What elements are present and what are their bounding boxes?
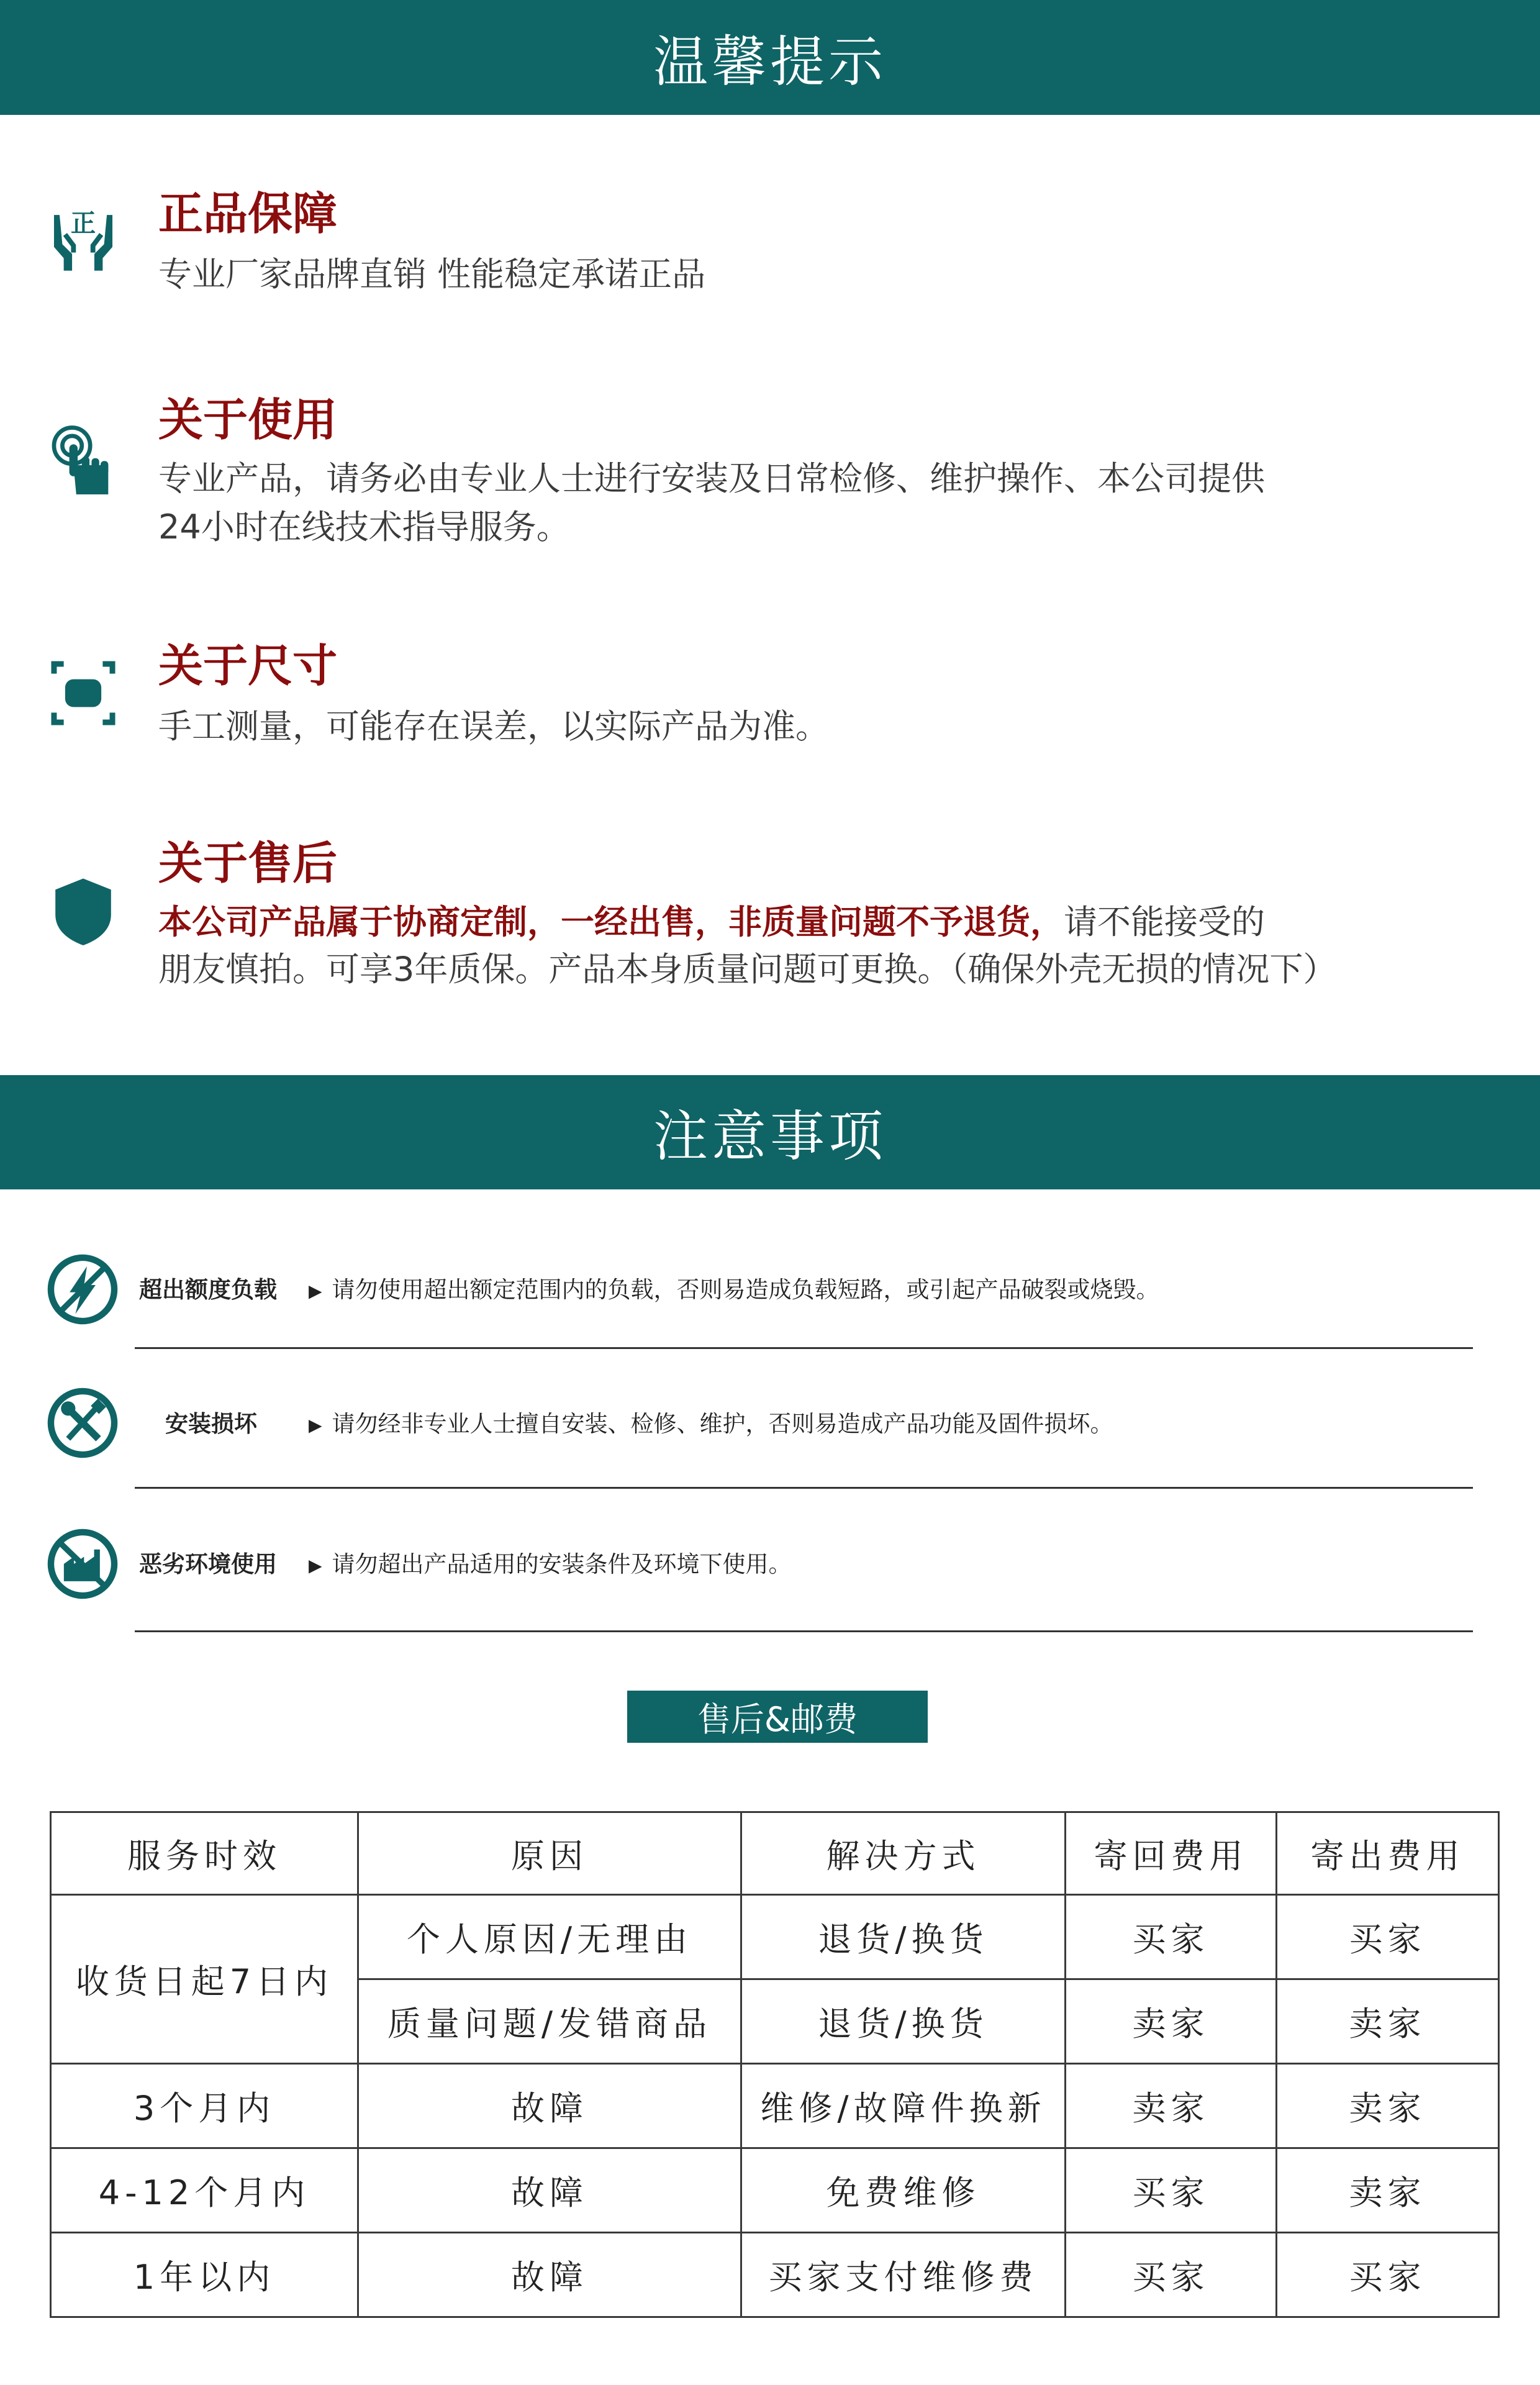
note-label-overload: 超出额度负载 xyxy=(139,1276,277,1303)
note-divider xyxy=(135,1487,1473,1489)
cell-period: 4-12个月内 xyxy=(51,2148,358,2233)
tip-desc-size: 手工测量，可能存在误差，以实际产品为准。 xyxy=(158,707,829,746)
cell-send-fee: 买家 xyxy=(1277,1895,1499,1979)
note-text-install: ▶ 请勿经非专业人士擅自安装、检修、维护，否则易造成产品功能及固件损坏。 xyxy=(309,1411,1113,1437)
no-factory-icon xyxy=(47,1528,119,1600)
cell-solution: 退货/换货 xyxy=(741,1895,1066,1979)
cell-reason: 故障 xyxy=(358,2064,741,2148)
shield-icon xyxy=(48,876,118,945)
tips-banner xyxy=(0,0,1540,115)
cell-reason: 故障 xyxy=(358,2148,741,2233)
note-divider xyxy=(135,1630,1473,1632)
note-text-overload: ▶ 请勿使用超出额定范围内的负载，否则易造成负载短路，或引起产品破裂或烧毁。 xyxy=(309,1276,1159,1303)
cell-reason: 个人原因/无理由 xyxy=(358,1895,741,1979)
table-header-row xyxy=(51,1812,1499,1895)
tip-desc-aftersale-rest: 请不能接受的 xyxy=(1064,902,1265,942)
no-lightning-icon xyxy=(47,1253,119,1325)
genuine-hands-icon xyxy=(48,202,118,272)
note-text-install-content: 请勿经非专业人士擅自安装、检修、维护，否则易造成产品功能及固件损坏。 xyxy=(332,1411,1113,1437)
table-row xyxy=(51,2148,1499,2233)
tip-title-aftersale: 关于售后 xyxy=(158,837,338,889)
table-row xyxy=(51,2064,1499,2148)
tip-desc-aftersale-2: 朋友慎拍。可享3年质保。产品本身质量问题可更换。（确保外壳无损的情况下） xyxy=(158,950,1337,989)
cell-period: 3个月内 xyxy=(51,2064,358,2148)
cell-reason: 故障 xyxy=(358,2233,741,2317)
note-text-overload-content: 请勿使用超出额定范围内的负载，否则易造成负载短路，或引起产品破裂或烧毁。 xyxy=(332,1276,1159,1303)
header-solution: 解决方式 xyxy=(741,1812,1066,1895)
cell-send-fee: 卖家 xyxy=(1277,2148,1499,2233)
cell-send-fee: 卖家 xyxy=(1277,1979,1499,2064)
cell-reason: 质量问题/发错商品 xyxy=(358,1979,741,2064)
svg-text:正: 正 xyxy=(70,209,96,238)
note-divider xyxy=(135,1347,1473,1349)
tip-title-usage: 关于使用 xyxy=(158,394,338,446)
tip-desc-usage-2: 24小时在线技术指导服务。 xyxy=(158,507,570,547)
header-send-fee: 寄出费用 xyxy=(1277,1812,1499,1895)
note-text-environment: ▶ 请勿超出产品适用的安装条件及环境下使用。 xyxy=(309,1551,792,1578)
table-row xyxy=(51,2233,1499,2317)
note-label-install: 安装损坏 xyxy=(165,1411,257,1437)
cell-return-fee: 买家 xyxy=(1066,1895,1277,1979)
cell-period: 1年以内 xyxy=(51,2233,358,2317)
tips-banner-title: 温馨提示 xyxy=(653,29,887,94)
cell-send-fee: 卖家 xyxy=(1277,2064,1499,2148)
cell-solution: 买家支付维修费 xyxy=(741,2233,1066,2317)
cell-solution: 退货/换货 xyxy=(741,1979,1066,2064)
cell-return-fee: 卖家 xyxy=(1066,2064,1277,2148)
tip-desc-aftersale-strong: 本公司产品属于协商定制，一经出售，非质量问题不予退货， xyxy=(158,902,1064,942)
table-row xyxy=(51,1895,1499,1979)
cell-period: 收货日起7日内 xyxy=(51,1895,358,2064)
header-reason: 原因 xyxy=(358,1812,741,1895)
note-text-environment-content: 请勿超出产品适用的安装条件及环境下使用。 xyxy=(332,1551,792,1578)
service-fee-table xyxy=(50,1811,1500,2318)
header-period: 服务时效 xyxy=(51,1812,358,1895)
cell-solution: 维修/故障件换新 xyxy=(741,2064,1066,2148)
tip-title-size: 关于尺寸 xyxy=(158,640,338,692)
cell-return-fee: 买家 xyxy=(1066,2233,1277,2317)
no-tools-icon xyxy=(47,1387,119,1459)
notes-banner xyxy=(0,1075,1540,1189)
aftersale-shipping-badge xyxy=(627,1691,928,1743)
cell-return-fee: 卖家 xyxy=(1066,1979,1277,2064)
header-return-fee: 寄回费用 xyxy=(1066,1812,1277,1895)
tip-desc-genuine: 专业厂家品牌直销 性能稳定承诺正品 xyxy=(158,255,706,294)
touch-hand-icon xyxy=(48,425,118,494)
cell-solution: 免费维修 xyxy=(741,2148,1066,2233)
tip-desc-aftersale-1 xyxy=(158,898,1265,947)
cell-send-fee: 买家 xyxy=(1277,2233,1499,2317)
resize-frame-icon xyxy=(48,658,118,728)
tip-desc-usage-1: 专业产品，请务必由专业人士进行安装及日常检修、维护操作、本公司提供 xyxy=(158,459,1265,498)
notes-banner-title: 注意事项 xyxy=(653,1104,887,1168)
note-label-environment: 恶劣环境使用 xyxy=(139,1551,277,1578)
tip-title-genuine: 正品保障 xyxy=(158,188,338,240)
aftersale-shipping-badge-label: 售后&邮费 xyxy=(697,1699,858,1739)
cell-return-fee: 买家 xyxy=(1066,2148,1277,2233)
